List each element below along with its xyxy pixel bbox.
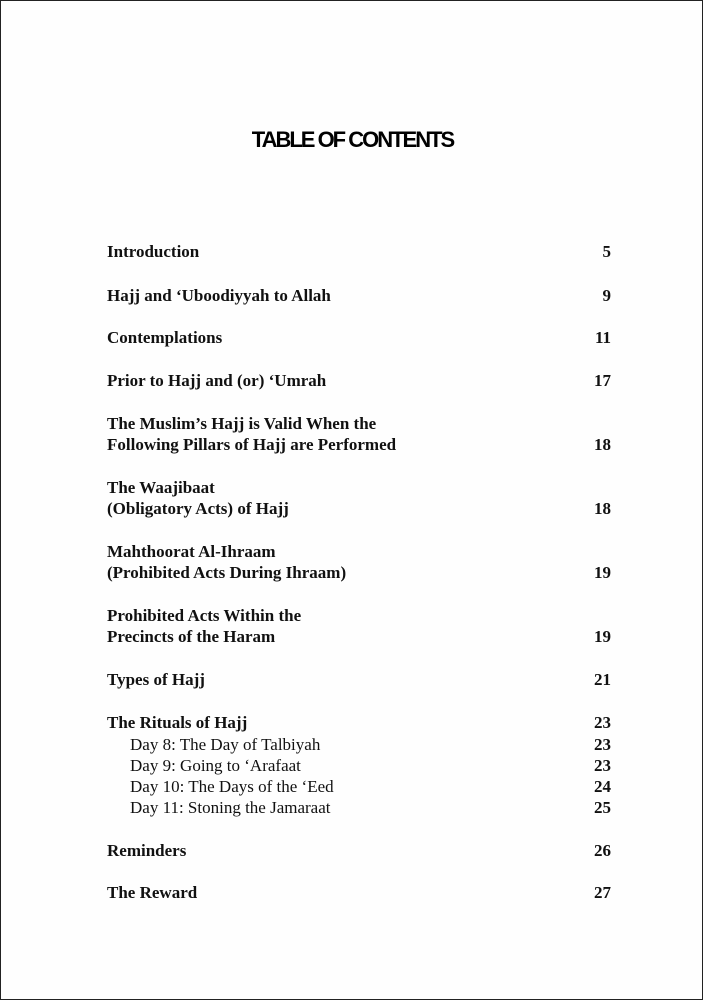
toc-page-number: 17 — [594, 371, 611, 390]
toc-entry-title-line-1: The Muslim’s Hajj is Valid When the — [107, 414, 377, 433]
toc-entry-title: Prior to Hajj and (or) ‘Umrah — [107, 371, 327, 390]
toc-subentry-day-9 — [130, 755, 611, 776]
toc-page-number: 26 — [594, 841, 611, 860]
toc-page-number: 23 — [594, 713, 611, 732]
toc-entry-reminders — [107, 840, 611, 861]
toc-subentry-title: Day 10: The Days of the ‘Eed — [130, 777, 334, 796]
toc-page-number: 24 — [594, 777, 611, 796]
toc-subentry-title: Day 9: Going to ‘Arafaat — [130, 756, 301, 775]
toc-entry-title: Types of Hajj — [107, 670, 205, 689]
toc-page-number: 27 — [594, 883, 611, 902]
toc-entry-prior-to-hajj — [107, 370, 611, 391]
toc-page-number: 23 — [594, 756, 611, 775]
toc-entry-mahthoorat — [107, 541, 611, 583]
toc-entry-hajj-uboodiyyah — [107, 285, 611, 306]
toc-entry-title: Reminders — [107, 841, 187, 860]
toc-page-number: 18 — [594, 435, 611, 454]
toc-entry-title: The Rituals of Hajj — [107, 713, 248, 732]
toc-entry-rituals-of-hajj — [107, 712, 611, 733]
toc-page-number: 5 — [602, 242, 611, 261]
toc-entry-pillars — [107, 413, 611, 455]
toc-entry-title: The Reward — [107, 883, 198, 902]
toc-entry-title-line-2: (Obligatory Acts) of Hajj — [107, 499, 289, 518]
toc-entry-title: Hajj and ‘Uboodiyyah to Allah — [107, 286, 331, 305]
toc-page-number: 19 — [594, 627, 611, 646]
toc-entry-title: Introduction — [107, 242, 200, 261]
toc-page-number: 18 — [594, 499, 611, 518]
toc-page-number: 19 — [594, 563, 611, 582]
toc-page-number: 11 — [594, 328, 611, 347]
toc-entry-title-line-2: Precincts of the Haram — [107, 627, 276, 646]
toc-subentry-title: Day 11: Stoning the Jamaraat — [130, 798, 331, 817]
toc-subentry-title: Day 8: The Day of Talbiyah — [130, 735, 321, 754]
toc-subentry-day-11 — [130, 797, 611, 818]
toc-entry-title: Contemplations — [107, 328, 223, 347]
toc-entry-prohibited-haram — [107, 605, 611, 647]
toc-entry-title-line-1: Prohibited Acts Within the — [107, 606, 302, 625]
toc-entry-waajibaat — [107, 477, 611, 519]
toc-entry-contemplations — [107, 327, 611, 348]
toc-entry-title-line-1: The Waajibaat — [107, 478, 215, 497]
toc-entry-types-of-hajj — [107, 669, 611, 690]
toc-subentry-day-8 — [130, 734, 611, 755]
toc-entry-title-line-2: (Prohibited Acts During Ihraam) — [107, 563, 347, 582]
toc-entry-title-line-2: Following Pillars of Hajj are Performed — [107, 435, 397, 454]
toc-entry-the-reward — [107, 882, 611, 903]
toc-page-number: 23 — [594, 735, 611, 754]
page-title: TABLE OF CONTENTS — [251, 127, 454, 152]
toc-page-number: 9 — [602, 286, 611, 305]
toc-entry-title-line-1: Mahthoorat Al-Ihraam — [107, 542, 276, 561]
toc-entry-introduction — [107, 241, 611, 262]
toc-subentry-day-10 — [130, 776, 611, 797]
toc-page-number: 25 — [594, 798, 611, 817]
toc-page-number: 21 — [594, 670, 611, 689]
